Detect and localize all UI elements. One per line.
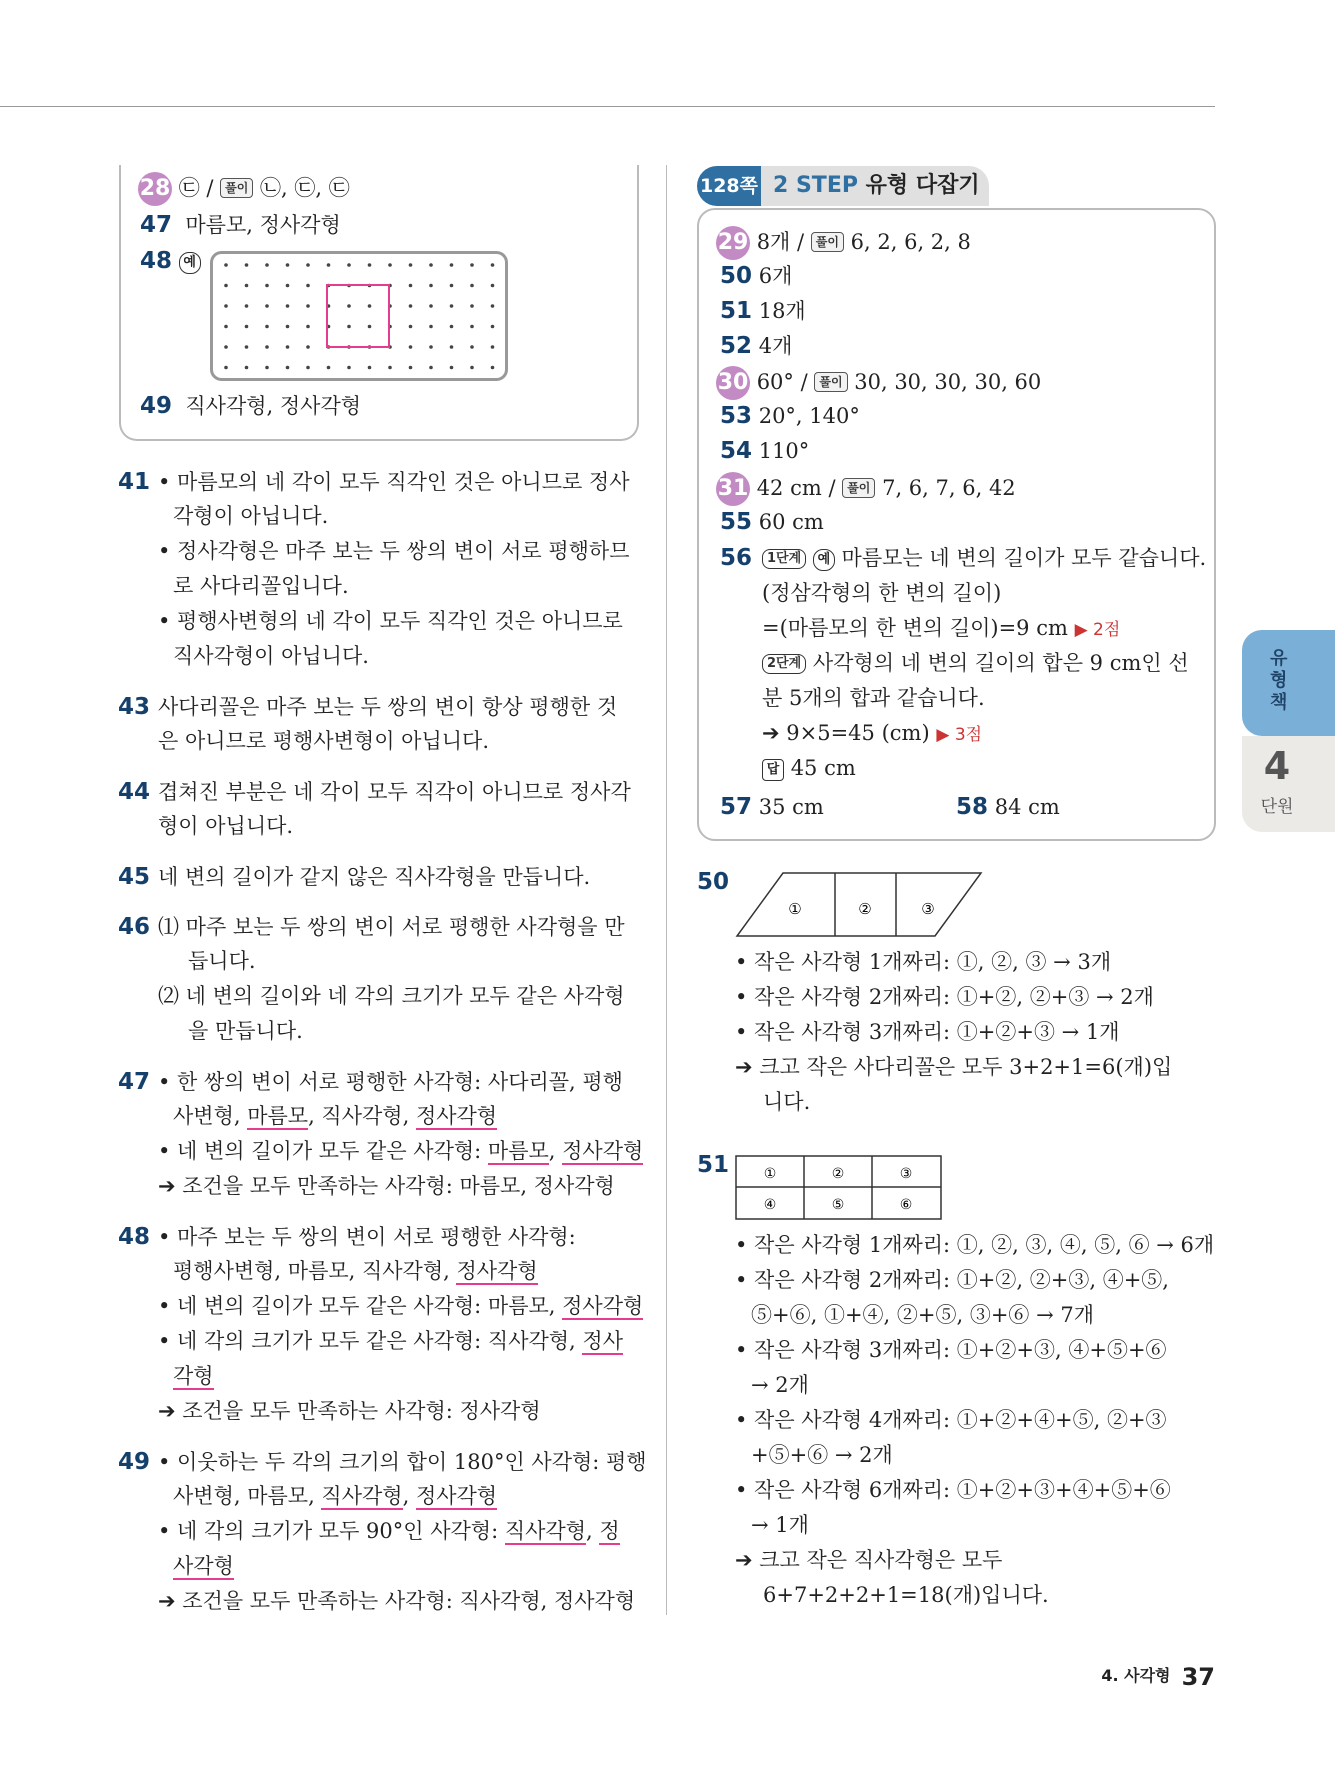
example-mark: 예: [179, 252, 201, 274]
highlighted-term: 정사각형: [562, 1294, 644, 1318]
side-tab-unit[interactable]: [1242, 736, 1335, 832]
answer-52: 52 4개: [720, 333, 793, 359]
cell-label: ③: [921, 900, 935, 918]
answer-49: 49 직사각형, 정사각형: [140, 393, 362, 419]
highlighted-term: 직사각형: [321, 1484, 403, 1508]
grid-dot: [306, 284, 310, 288]
grid-dot: [265, 325, 269, 329]
grid-dot: [368, 325, 372, 329]
grid-dot: [245, 325, 249, 329]
highlighted-term: 정사각형: [415, 1104, 498, 1128]
highlighted-term: 정사: [582, 1329, 623, 1353]
grid-dot: [265, 284, 269, 288]
answer-28: 28 ㉢ / 풀이 ㉡, ㉢, ㉢: [138, 172, 350, 206]
highlighted-term: 정사각형: [562, 1139, 644, 1163]
grid-dot: [265, 263, 269, 267]
answer-51: 51 18개: [720, 298, 806, 324]
grid-dot: [224, 325, 228, 329]
answer-58: 58 84 cm: [956, 794, 1060, 820]
chapter-title: 4. 사각형: [1101, 1666, 1171, 1685]
grid-dot: [450, 325, 454, 329]
dot-grid-frame: [212, 253, 507, 380]
cell-label: ①: [788, 900, 802, 918]
grid-dot: [265, 366, 269, 370]
answer-31: 31 42 cm / 풀이 7, 6, 7, 6, 42: [716, 472, 1016, 506]
highlighted-term: 각형: [173, 1364, 214, 1388]
grid-dot: [224, 284, 228, 288]
grid-dot: [429, 284, 433, 288]
grid-dot: [470, 345, 474, 349]
grid-dot: [368, 304, 372, 308]
highlighted-term: 정사각형: [456, 1259, 538, 1283]
grid-dot: [470, 304, 474, 308]
grid-dot: [224, 263, 228, 267]
step-title: 2 STEP 유형 다잡기: [761, 166, 989, 206]
highlighted-term: 정: [599, 1519, 620, 1543]
page-reference: 128쪽: [697, 166, 761, 206]
grid-dot: [286, 304, 290, 308]
grid-dot: [245, 304, 249, 308]
grid-dot: [450, 263, 454, 267]
rectangle-grid-figure: [735, 1155, 943, 1221]
grid-dot: [450, 284, 454, 288]
cell-label: ⑤: [831, 1197, 845, 1213]
grid-dot: [409, 263, 413, 267]
step-tag: 2단계: [762, 654, 806, 674]
grid-dot: [347, 304, 351, 308]
side-tab-book[interactable]: 유형책: [1242, 630, 1335, 736]
cell-label: ④: [763, 1197, 777, 1213]
grid-dot: [491, 345, 495, 349]
grid-dot: [409, 325, 413, 329]
answer-55: 55 60 cm: [720, 509, 824, 535]
grid-dot: [286, 325, 290, 329]
highlighted-term: 사각형: [173, 1554, 234, 1578]
solution-tag: 풀이: [811, 232, 844, 252]
grid-dot: [491, 304, 495, 308]
highlighted-term: 마름모: [487, 1139, 549, 1163]
grid-dot: [470, 366, 474, 370]
cell-label: ①: [763, 1166, 777, 1182]
dot-grid-figure: [210, 251, 508, 381]
highlighted-term: 마름모: [247, 1104, 309, 1128]
cell-label: ⑥: [899, 1197, 913, 1213]
chapter-number: 4: [1263, 744, 1291, 788]
grid-dot: [409, 284, 413, 288]
grid-dot: [265, 304, 269, 308]
grid-dot: [245, 366, 249, 370]
solution-tag: 풀이: [814, 372, 847, 392]
grid-dot: [245, 263, 249, 267]
grid-dot: [347, 263, 351, 267]
step-tag: 1단계: [762, 549, 806, 569]
page-footer: [1101, 1663, 1215, 1691]
grid-dot: [327, 366, 331, 370]
score-points: ▶ 2점: [1074, 620, 1121, 640]
answer-57: 57 35 cm: [720, 794, 824, 820]
grid-dot: [245, 345, 249, 349]
cell-label: ③: [899, 1166, 913, 1182]
problem-number: 28: [138, 172, 172, 206]
grid-dot: [245, 284, 249, 288]
grid-dot: [450, 304, 454, 308]
answer-53: 53 20°, 140°: [720, 403, 860, 429]
score-points: ▶ 3점: [936, 725, 983, 745]
grid-dot: [429, 263, 433, 267]
highlighted-term: 정사각형: [415, 1484, 498, 1508]
grid-dot: [409, 304, 413, 308]
unit-label: 단원: [1260, 797, 1294, 817]
grid-dot: [450, 345, 454, 349]
page-number: 37: [1181, 1663, 1215, 1691]
top-rule: [0, 106, 1215, 107]
grid-dot: [388, 263, 392, 267]
grid-dot: [470, 263, 474, 267]
answer-47: 47 마름모, 정사각형: [140, 212, 341, 238]
grid-dot: [306, 345, 310, 349]
highlighted-term: 직사각형: [504, 1519, 586, 1543]
grid-dot: [306, 366, 310, 370]
solution-tag: 풀이: [842, 478, 875, 498]
grid-dot: [286, 263, 290, 267]
grid-dot: [265, 345, 269, 349]
answer-mark: 답: [762, 759, 784, 781]
cell-label: ②: [858, 900, 872, 918]
grid-dot: [470, 284, 474, 288]
square-drawing: [327, 285, 389, 347]
answer-54: 54 110°: [720, 438, 810, 464]
grid-dot: [388, 366, 392, 370]
answer-30: 30 60° / 풀이 30, 30, 30, 30, 60: [716, 366, 1041, 400]
grid-dot: [429, 325, 433, 329]
grid-dot: [224, 366, 228, 370]
grid-dot: [491, 366, 495, 370]
cell-label: ②: [831, 1166, 845, 1182]
answer-29: 29 8개 / 풀이 6, 2, 6, 2, 8: [716, 226, 971, 260]
grid-dot: [491, 284, 495, 288]
dot-grid: [224, 263, 508, 369]
grid-dot: [347, 325, 351, 329]
grid-dot: [347, 366, 351, 370]
grid-dot: [429, 366, 433, 370]
grid-dot: [286, 366, 290, 370]
grid-dot: [491, 325, 495, 329]
trapezoid-figure: [735, 872, 985, 938]
grid-dot: [409, 366, 413, 370]
grid-dot: [491, 263, 495, 267]
grid-dot: [450, 366, 454, 370]
column-divider: [666, 165, 667, 1615]
grid-dot: [429, 345, 433, 349]
example-mark: 예: [813, 549, 835, 571]
grid-dot: [286, 345, 290, 349]
grid-dot: [429, 304, 433, 308]
grid-dot: [286, 284, 290, 288]
grid-dot: [306, 325, 310, 329]
answer-50: 50 6개: [720, 263, 793, 289]
grid-dot: [306, 263, 310, 267]
answer-48: 48 예: [140, 246, 201, 276]
grid-dot: [306, 304, 310, 308]
grid-dot: [368, 263, 372, 267]
grid-dot: [224, 345, 228, 349]
grid-dot: [327, 263, 331, 267]
solution-tag: 풀이: [220, 178, 253, 198]
grid-dot: [224, 304, 228, 308]
grid-dot: [368, 366, 372, 370]
grid-dot: [409, 345, 413, 349]
grid-dot: [470, 325, 474, 329]
